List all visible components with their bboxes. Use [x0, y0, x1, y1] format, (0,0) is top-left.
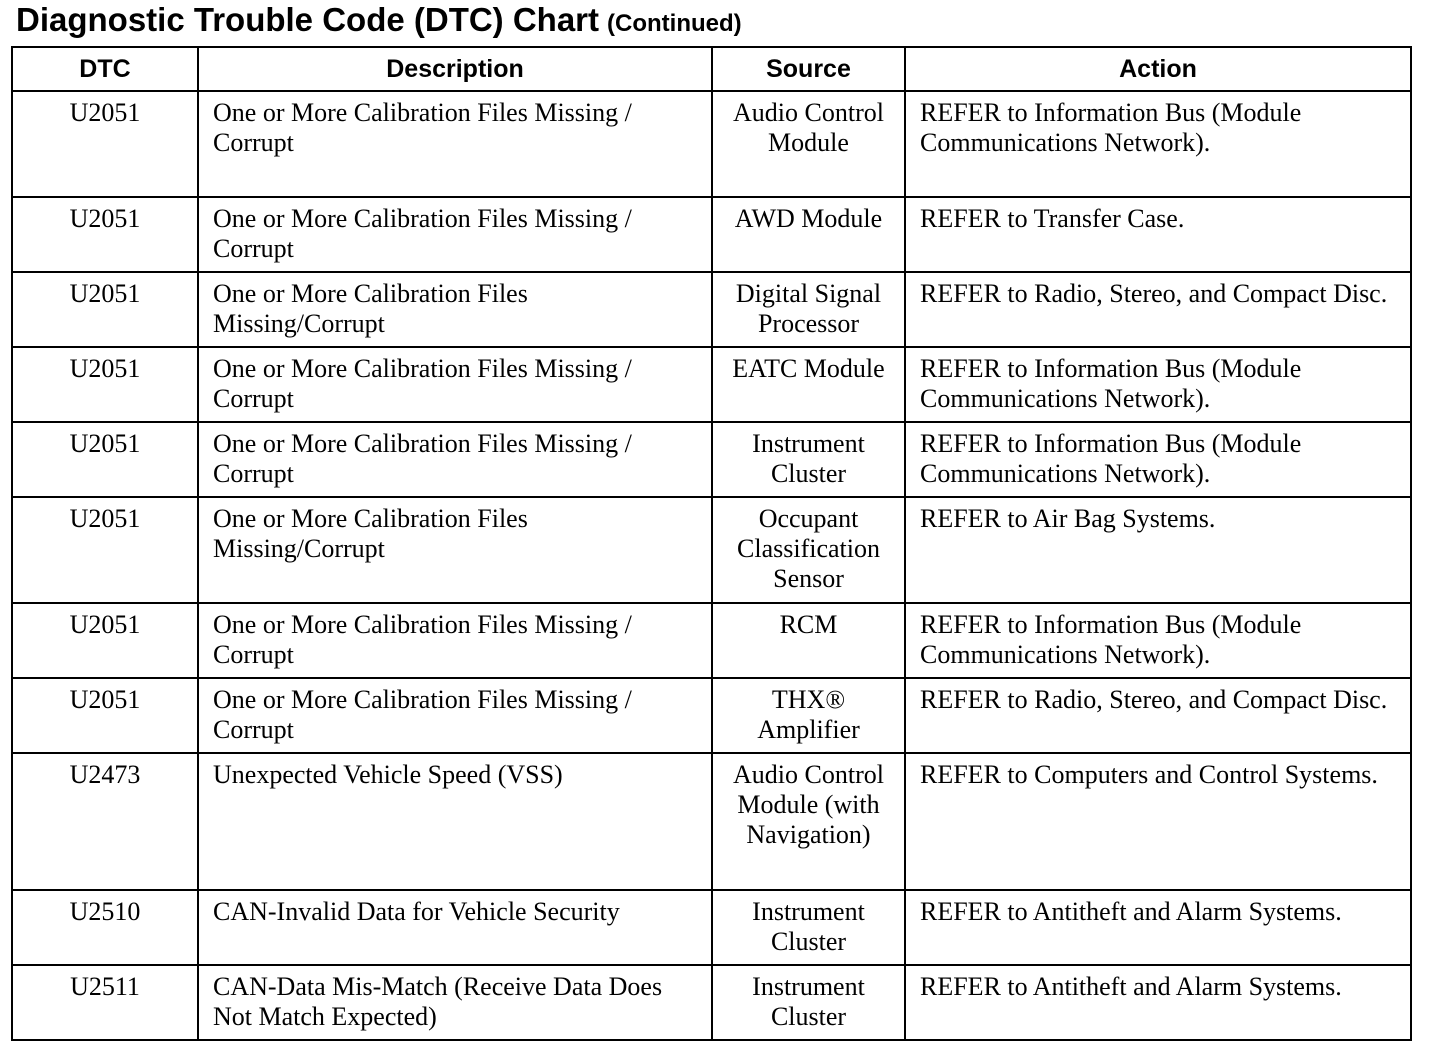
source-cell: Instrument Cluster [712, 422, 905, 497]
action-cell: REFER to Antitheft and Alarm Systems. [905, 965, 1411, 1040]
table-row [12, 603, 1411, 678]
source-cell: Audio Control Module [712, 91, 905, 197]
table-row [12, 422, 1411, 497]
description-cell: CAN-Invalid Data for Vehicle Security [198, 890, 712, 965]
source-cell: Instrument Cluster [712, 965, 905, 1040]
source-cell: Digital Signal Processor [712, 272, 905, 347]
dtc-table [11, 46, 1412, 1041]
column-header-dtc: DTC [12, 47, 198, 91]
action-cell: REFER to Information Bus (Module Communications Network). [905, 603, 1411, 678]
dtc-cell: U2051 [12, 91, 198, 197]
description-cell: One or More Calibration Files Missing/Corrupt [198, 497, 712, 603]
description-cell: Unexpected Vehicle Speed (VSS) [198, 753, 712, 890]
table-row [12, 91, 1411, 197]
description-cell: One or More Calibration Files Missing / Corrupt [198, 603, 712, 678]
action-cell: REFER to Radio, Stereo, and Compact Disc. [905, 272, 1411, 347]
action-cell: REFER to Information Bus (Module Communications Network). [905, 91, 1411, 197]
dtc-cell: U2511 [12, 965, 198, 1040]
description-cell: One or More Calibration Files Missing / Corrupt [198, 197, 712, 272]
table-row [12, 272, 1411, 347]
action-cell: REFER to Radio, Stereo, and Compact Disc. [905, 678, 1411, 753]
description-cell: One or More Calibration Files Missing / Corrupt [198, 91, 712, 197]
dtc-cell: U2051 [12, 272, 198, 347]
source-cell: Instrument Cluster [712, 890, 905, 965]
table-row [12, 753, 1411, 890]
action-cell: REFER to Information Bus (Module Communications Network). [905, 422, 1411, 497]
action-cell: REFER to Transfer Case. [905, 197, 1411, 272]
dtc-cell: U2051 [12, 603, 198, 678]
source-cell: Audio Control Module (with Navigation) [712, 753, 905, 890]
action-cell: REFER to Computers and Control Systems. [905, 753, 1411, 890]
description-cell: CAN-Data Mis-Match (Receive Data Does Not Match Expected) [198, 965, 712, 1040]
column-header-action: Action [905, 47, 1411, 91]
dtc-cell: U2051 [12, 347, 198, 422]
page-title [16, 0, 742, 42]
description-cell: One or More Calibration Files Missing / Corrupt [198, 347, 712, 422]
page-title-main: Diagnostic Trouble Code (DTC) Chart [16, 1, 600, 38]
page-title-suffix: (Continued) [607, 10, 742, 37]
table-row [12, 347, 1411, 422]
dtc-cell: U2051 [12, 678, 198, 753]
dtc-cell: U2473 [12, 753, 198, 890]
dtc-cell: U2051 [12, 422, 198, 497]
table-row [12, 678, 1411, 753]
dtc-cell: U2051 [12, 197, 198, 272]
source-cell: Occupant Classification Sensor [712, 497, 905, 603]
table-row [12, 197, 1411, 272]
dtc-cell: U2510 [12, 890, 198, 965]
action-cell: REFER to Antitheft and Alarm Systems. [905, 890, 1411, 965]
table-row [12, 497, 1411, 603]
column-header-description: Description [198, 47, 712, 91]
description-cell: One or More Calibration Files Missing / Corrupt [198, 678, 712, 753]
source-cell: EATC Module [712, 347, 905, 422]
action-cell: REFER to Air Bag Systems. [905, 497, 1411, 603]
table-header-row [12, 47, 1411, 91]
dtc-cell: U2051 [12, 497, 198, 603]
source-cell: AWD Module [712, 197, 905, 272]
description-cell: One or More Calibration Files Missing / Corrupt [198, 422, 712, 497]
source-cell: RCM [712, 603, 905, 678]
description-cell: One or More Calibration Files Missing/Corrupt [198, 272, 712, 347]
table-row [12, 890, 1411, 965]
action-cell: REFER to Information Bus (Module Communications Network). [905, 347, 1411, 422]
source-cell: THX® Amplifier [712, 678, 905, 753]
table-row [12, 965, 1411, 1040]
column-header-source: Source [712, 47, 905, 91]
